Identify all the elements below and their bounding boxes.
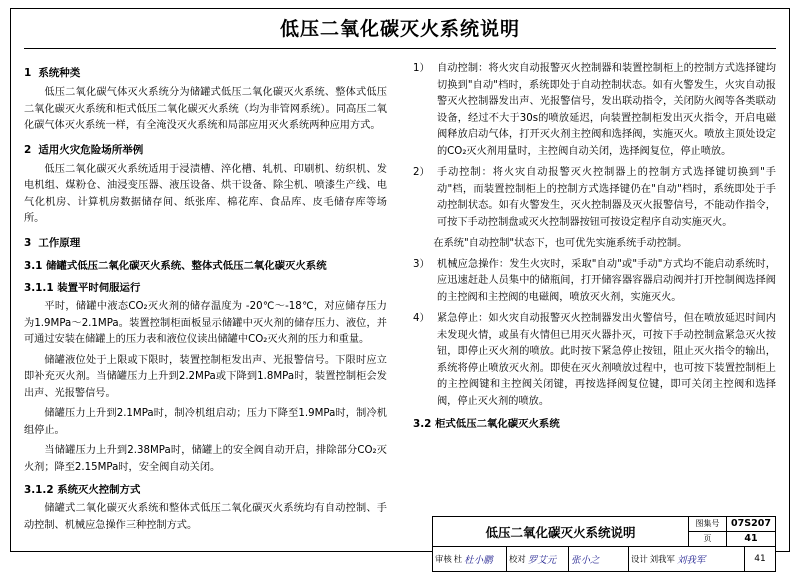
subsection-heading-3-1-1	[24, 280, 387, 297]
page-number: 41	[754, 554, 766, 564]
page-title-wrap	[10, 14, 790, 41]
list-item-text: 手动控制：将火灾自动报警灭火控制器上的控制方式选择键切换到"手动"档，而装置控制柜上的控制方式选择键仍在"自动"档时，系统即处于手动控制状态。如有火警发生，灭火控制器及灭火报警信号，不能动作指令，可按下手动控制盘或灭火控制器按钮可按设定程序自动实施灭火。	[437, 167, 776, 228]
list-item	[413, 61, 776, 160]
left-column	[24, 58, 387, 531]
list-item-label: 4）	[413, 313, 430, 325]
atlas-label: 图集号	[689, 517, 727, 531]
list-item-label: 3）	[413, 258, 430, 270]
section-heading-2	[24, 142, 387, 159]
section-number: 1	[24, 67, 32, 79]
list-item	[413, 165, 776, 231]
subsection-title: 储罐式低压二氧化碳灭火系统、整体式低压二氧化碳灭火系统	[46, 259, 327, 272]
review-value: 杜	[453, 554, 463, 564]
subsection-heading-3-2: 3.2 柜式低压二氧化碳灭火系统	[413, 418, 560, 431]
subsection-number: 3.1	[24, 259, 43, 272]
page-title: 低压二氧化碳灭火系统说明	[279, 18, 520, 40]
section-title: 工作原理	[38, 236, 81, 249]
section-number: 2	[24, 143, 32, 156]
review-field	[433, 547, 507, 571]
design-field	[629, 547, 745, 571]
section-number: 3	[24, 236, 32, 249]
subsection-number: 3.1.1	[24, 282, 54, 295]
paragraph: 低压二氧化碳气体灭火系统分为储罐式低压二氧化碳灭火系统、整体式低压二氧化碳灭火系统和柜式低压二氧化碳灭火系统（均为非管网系统）。同高压二氧化碳气体灭火系统一样，有全淹没灭火系统和局部应用灭火系统两种应用方式。	[24, 87, 387, 132]
design-signature: 刘我军	[676, 555, 706, 566]
page-row	[689, 532, 775, 547]
title-block-top	[433, 517, 775, 547]
list-item-label: 2）	[413, 167, 430, 179]
extra-signature: 张小之	[571, 555, 600, 566]
list-item-text: 机械应急操作：发生火灾时，采取"自动"或"手动"方式均不能启动系统时，应迅速赶赴人员集中的储瓶间，打开储容器容器启动阀并打开控制阀选择阀的主控阀和主控阀的电磁阀，喷放灭火剂，实施灭火。	[437, 258, 776, 303]
check-label: 校对	[509, 554, 526, 564]
section-title: 系统种类	[38, 67, 81, 79]
section-heading-1	[24, 65, 387, 82]
review-label: 审核	[435, 554, 452, 564]
review-signature: 杜小鹏	[464, 555, 493, 566]
subsection-heading-3-1-2	[24, 482, 387, 499]
right-column	[413, 58, 776, 518]
title-divider	[24, 48, 776, 49]
paragraph: 储罐压力上升到2.1MPa时，制冷机组启动；压力下降至1.9MPa时，制冷机组停止。	[24, 408, 387, 436]
list-item-label: 1）	[413, 63, 430, 74]
atlas-row	[689, 517, 775, 532]
title-block	[432, 516, 776, 572]
subsection-title: 系统灭火控制方式	[57, 484, 141, 497]
check-field	[507, 547, 569, 571]
list-item-text: 自动控制：将火灾自动报警灭火控制器和装置控制柜上的控制方式选择键均切换到"自动"档时，系统即处于自动控制状态。如有火警发生，火灾自动报警灭火控制器发出声、光报警信号，发出联动指令，关闭防火阀等各类联动设备，经过不大于30s的喷放延迟，向装置控制柜发出灭火指令，开启电磁阀释放启动气体，打开灭火剂主控阀和选择阀，实施灭火。喷放主顶处设定的CO₂灭火剂用量时，主控阀自动关闭，选择阀复位，停止喷放。	[437, 63, 776, 157]
section-title: 适用火灾危险场所举例	[38, 143, 144, 156]
title-block-right	[689, 517, 775, 546]
paragraph: 当储罐压力上升到2.38MPa时，储罐上的安全阀自动开启，排除部分CO₂灭火剂；降至2.15MPa时，安全阀自动关闭。	[24, 445, 387, 473]
drawing-name: 低压二氧化碳灭火系统说明	[433, 517, 689, 546]
subsection-heading-3-1	[24, 258, 387, 275]
subsection-title: 装置平时伺服运行	[57, 282, 141, 295]
subsection-number: 3.1.2	[24, 484, 54, 497]
list-item	[413, 257, 776, 307]
paragraph: 储罐式二氧化碳灭火系统和整体式低压二氧化碳灭火系统均有自动控制、手动控制、机械应急操作三种控制方式。	[24, 503, 387, 531]
atlas-value: 07S207	[731, 518, 771, 530]
design-value: 刘我军	[649, 554, 675, 564]
page-label: 页	[689, 532, 727, 547]
title-block-bottom	[433, 547, 775, 571]
list-item-text-continued: 在系统"自动控制"状态下，也可优先实施系统手动控制。	[433, 238, 688, 250]
check-signature: 罗艾元	[527, 555, 557, 566]
extra-signature-field	[569, 547, 629, 571]
section-heading-3	[24, 235, 387, 252]
design-label: 设计	[631, 554, 648, 564]
list-item	[413, 311, 776, 410]
list-item-text: 紧急停止：如火灾自动报警灭火控制器发出火警信号，但在喷放延迟时间内未发现火情，或虽有火情但已用灭火器扑灭，可按下手动控制盒紧急灭火按钮，即停止灭火剂的喷放。此时按下紧急停止按钮，阻止灭火指令的输出，系统将停止喷放灭火剂。即使在灭火剂喷放过程中，也可按下装置控制柜上的主控阀键和主控阀关闭键，再按选择阀复位键，即可关闭主控阀和选择阀，停止灭火剂的喷放。	[437, 313, 776, 407]
paragraph: 储罐液位处于上限或下限时，装置控制柜发出声、光报警信号。下限时应立即补充灭火剂。当储罐压力上升到2.2MPa或下降到1.8MPa时，装置控制柜会发出声、光报警信号。	[24, 354, 387, 399]
paragraph: 低压二氧化碳灭火系统适用于浸渍槽、淬化槽、轧机、印刷机、纺织机、发电机组、煤粉仓、油浸变压器、液压设备、烘干设备、除尘机、喷漆生产线、电气化机房、计算机房数据储存间、纸张库、棉花库、食品库、皮毛储存库等场所。	[24, 163, 387, 225]
page-value: 41	[744, 533, 758, 545]
paragraph: 平时，储罐中液态CO₂灭火剂的储存温度为 -20℃～-18℃，对应储存压力为1.9MPa～2.1MPa。装置控制柜面板显示储罐中灭火剂的储存压力、液位，并可通过安装在储罐上的压力表和液位仪读出储罐中CO₂灭火剂的压力和重量。	[24, 301, 387, 346]
